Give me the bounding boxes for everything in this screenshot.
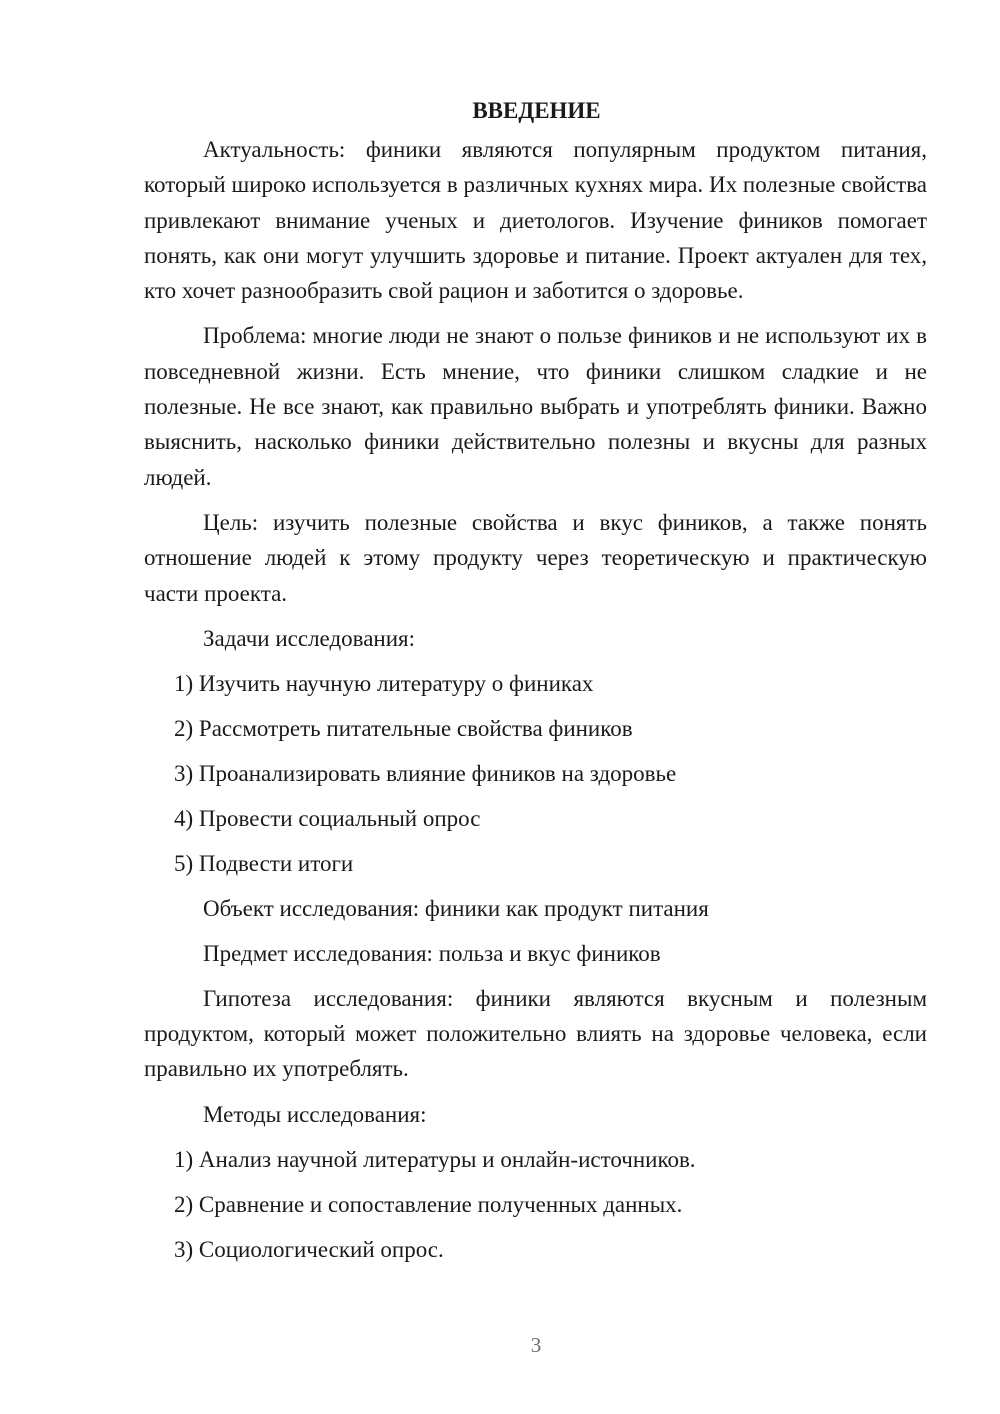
methods-list: [144, 1142, 927, 1267]
list-item: 4) Провести социальный опрос: [174, 805, 481, 831]
section-heading: ВВЕДЕНИЕ: [472, 98, 601, 123]
list-item: 2) Сравнение и сопоставление полученных данных.: [174, 1191, 683, 1217]
problem-paragraph: Проблема: многие люди не знают о пользе фиников и не используют их в повседневной жизни. Есть мнение, что финики слишком сладкие и не полезные. Не все знают, как правильно выбрать и употреблять финики. Важно выяснить, насколько финики действительно полезны и вкусны для разных людей.: [144, 323, 927, 490]
methods-heading: Методы исследования:: [203, 1101, 427, 1127]
research-object: Объект исследования: финики как продукт питания: [203, 895, 709, 921]
hypothesis-paragraph: Гипотеза исследования: финики являются вкусным и полезным продуктом, который может положительно влиять на здоровье человека, если правильно их употреблять.: [144, 985, 927, 1082]
list-item: 5) Подвести итоги: [174, 850, 354, 876]
tasks-heading: Задачи исследования:: [203, 625, 416, 651]
goal-paragraph: Цель: изучить полезные свойства и вкус фиников, а также понять отношение людей к этому продукту через теоретическую и практическую части проекта.: [144, 509, 927, 606]
list-item: 2) Рассмотреть питательные свойства фиников: [174, 715, 633, 741]
page-content: [144, 92, 927, 1277]
relevance-paragraph: Актуальность: финики являются популярным продуктом питания, который широко используется в различных кухнях мира. Их полезные свойства привлекают внимание ученых и диетологов. Изучение фиников помогает понять, как они могут улучшить здоровье и питание. Проект актуален для тех, кто хочет разнообразить свой рацион и заботится о здоровье.: [144, 137, 927, 304]
list-item: 3) Проанализировать влияние фиников на здоровье: [174, 760, 677, 786]
research-subject: Предмет исследования: польза и вкус фиников: [203, 940, 661, 966]
list-item: 1) Изучить научную литературу о финиках: [174, 670, 594, 696]
list-item: 1) Анализ научной литературы и онлайн-источников.: [174, 1146, 696, 1172]
tasks-list: [144, 666, 927, 881]
list-item: 3) Социологический опрос.: [174, 1236, 444, 1262]
page-number: 3: [530, 1333, 542, 1357]
